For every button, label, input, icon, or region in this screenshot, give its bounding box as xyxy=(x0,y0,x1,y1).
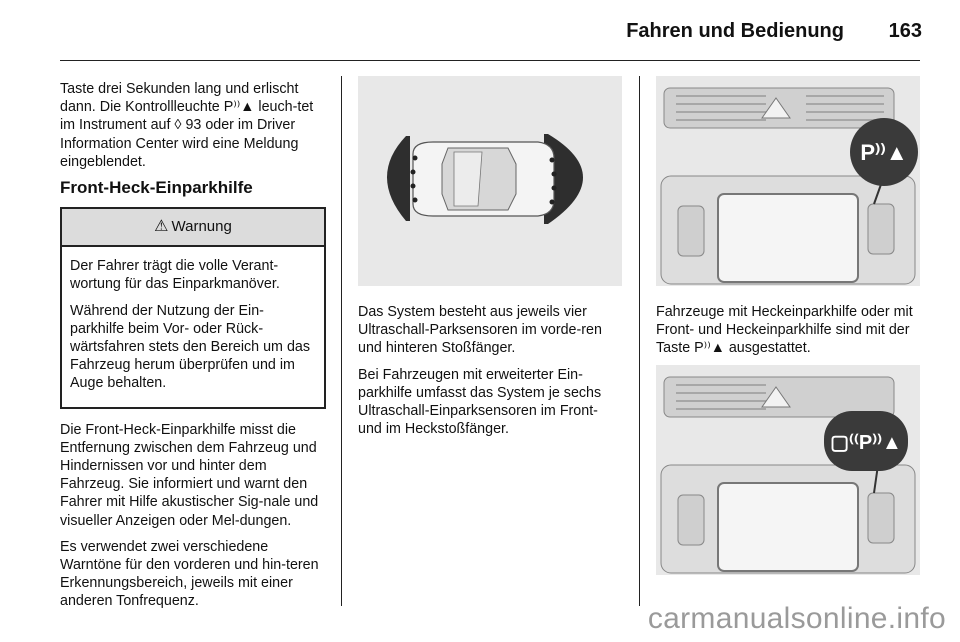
warning-paragraph-1: Der Fahrer trägt die volle Verant-wortung für das Einparkmanöver. xyxy=(70,258,280,293)
svg-text:P⁾⁾▲: P⁾⁾▲ xyxy=(860,140,908,165)
body-paragraph-3: Das System besteht aus jeweils vier Ultraschall-Parksensoren im vorde-ren und hinteren Stoßfänger. xyxy=(358,304,602,357)
body-paragraph-2: Es verwendet zwei verschiedene Warntöne für den vorderen und hin-teren Erkennungsbereich, jeweils mit einer anderen Tonfrequenz. xyxy=(60,538,319,610)
warning-paragraph-2: Während der Nutzung der Ein-parkhilfe beim Vor- oder Rück-wärtsfahren stets den Bereich um das Fahrzeug herum überprüfen und im Auge behalten. xyxy=(70,302,310,392)
dashboard-illustration xyxy=(656,76,920,286)
body-paragraph-1: Die Front-Heck-Einparkhilfe misst die Entfernung zwischen dem Fahrzeug und Hindernissen vor und hinter dem Fahrzeug. Sie informiert und warnt den Fahrer mit Hilfe akustischer Sig-nale und visueller Anzeigen oder Mel-dungen. xyxy=(60,421,319,529)
column-3 xyxy=(656,303,922,366)
column-2 xyxy=(358,303,622,446)
car-topview-illustration xyxy=(358,76,622,286)
dashboard-extended-park-button-figure xyxy=(656,365,920,575)
page-number: 163 xyxy=(888,20,922,42)
column-1 xyxy=(60,80,326,619)
body-paragraph-5: Fahrzeuge mit Heckeinparkhilfe oder mit Front- und Heckeinparkhilfe sind mit der Taste P⁾⁾▲ ausgestattet. xyxy=(656,304,913,357)
warning-box xyxy=(60,207,326,408)
chapter-title: Fahren und Bedienung xyxy=(626,20,844,42)
watermark: carmanualsonline.info xyxy=(647,602,946,635)
warning-header xyxy=(62,209,324,247)
warning-title: Warnung xyxy=(171,218,232,236)
warning-body xyxy=(62,247,324,406)
dashboard-extended-illustration xyxy=(656,365,920,575)
column-divider-2 xyxy=(639,76,640,606)
body-paragraph-4: Bei Fahrzeugen mit erweiterter Ein-parkhilfe umfasst das System je sechs Ultraschall-Einparksensoren im Front- und im Heckstoßfänger. xyxy=(358,366,602,438)
warning-triangle-icon: ⚠ xyxy=(154,218,169,236)
page-header xyxy=(0,0,960,62)
intro-paragraph: Taste drei Sekunden lang und erlischt dann. Die Kontrollleuchte P⁾⁾▲ leuch-tet im Instrument auf ◊ 93 oder im Driver Information Center wird eine Meldung eingeblendet. xyxy=(60,81,314,170)
column-divider-1 xyxy=(341,76,342,606)
svg-text:▢⁽⁽P⁾⁾▲: ▢⁽⁽P⁾⁾▲ xyxy=(830,432,902,454)
header-divider xyxy=(60,60,920,61)
dashboard-park-button-figure xyxy=(656,76,920,286)
section-title: Front-Heck-Einparkhilfe xyxy=(60,178,253,198)
parking-sensor-zones-figure xyxy=(358,76,622,286)
